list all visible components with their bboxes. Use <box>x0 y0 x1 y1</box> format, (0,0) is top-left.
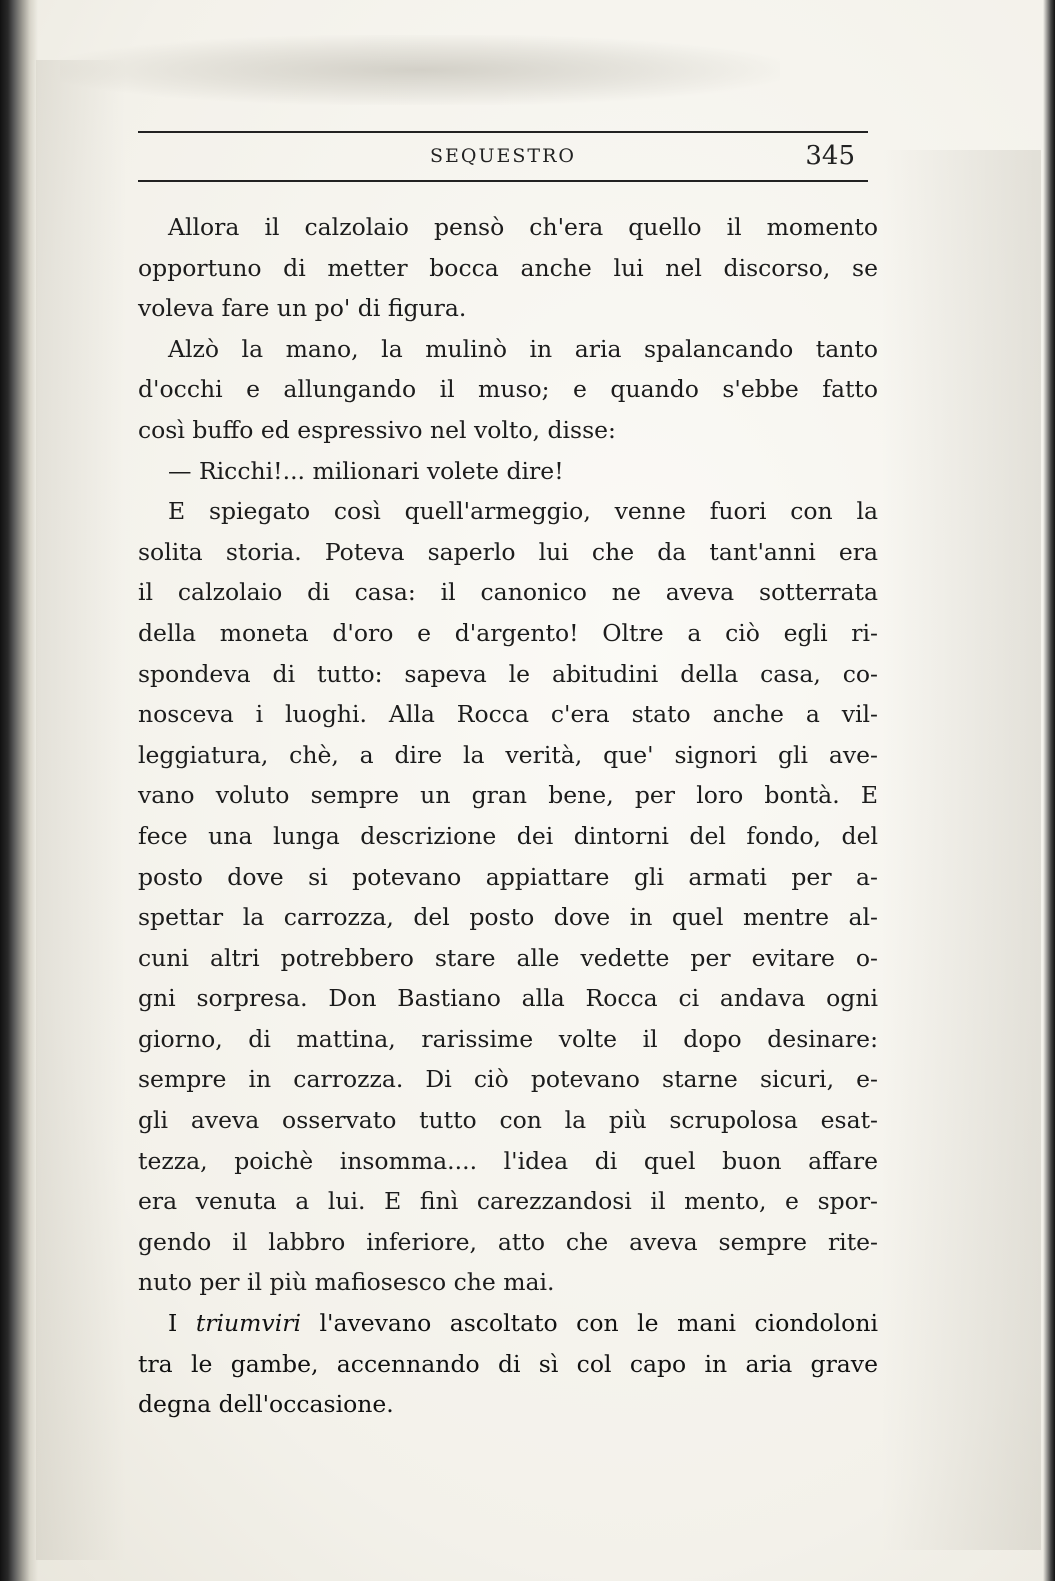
paragraph-initial: I <box>168 1309 178 1338</box>
text-line: leggiatura, chè, a dire la verità, que' signori gli ave- <box>138 740 878 769</box>
text-line: tezza, poichè insomma.... l'idea di quel buon affare <box>138 1146 878 1175</box>
text-line: fece una lunga descrizione dei dintorni del fondo, del <box>138 821 878 850</box>
text-line: sempre in carrozza. Di ciò potevano starne sicuri, e- <box>138 1065 878 1094</box>
paper-speckle-left <box>36 60 126 1560</box>
text-line: solita storia. Poteva saperlo lui che da tant'anni era <box>138 537 878 566</box>
text-line: — Ricchi!... milionari volete dire! <box>168 456 564 485</box>
text-line: così buffo ed espressivo nel volto, disse: <box>138 415 616 444</box>
page-edge-shadow <box>1043 0 1055 1581</box>
book-spine-shadow <box>0 0 38 1581</box>
text-line: nuto per il più mafiosesco che mai. <box>138 1268 555 1297</box>
text-line: Allora il calzolaio pensò ch'era quello il momento <box>168 213 878 241</box>
text-line: opportuno di metter bocca anche lui nel discorso, se <box>138 253 878 282</box>
header-rule-top <box>138 131 868 133</box>
text-line: gni sorpresa. Don Bastiano alla Rocca ci andava ogni <box>138 984 878 1013</box>
text-line: E spiegato così quell'armeggio, venne fuori con la <box>168 497 878 526</box>
text-line: voleva fare un po' di figura. <box>138 294 467 323</box>
text-line: della moneta d'oro e d'argento! Oltre a ciò egli ri- <box>138 618 878 647</box>
body-text <box>138 207 878 1425</box>
page-number: 345 <box>805 141 855 171</box>
text-line-triumviri <box>138 1303 878 1344</box>
text-line: era venuta a lui. E finì carezzandosi il mento, e spor- <box>138 1187 878 1216</box>
paper-speckle-right <box>881 150 1041 1550</box>
running-header: SEQUESTRO <box>430 145 576 167</box>
text-line: d'occhi e allungando il muso; e quando s'ebbe fatto <box>138 375 878 404</box>
text-line: gendo il labbro inferiore, atto che aveva sempre rite- <box>138 1227 878 1256</box>
text-line: nosceva i luoghi. Alla Rocca c'era stato anche a vil- <box>138 700 878 729</box>
text-line: cuni altri potrebbero stare alle vedette per evitare o- <box>138 943 878 972</box>
header-rule-bottom <box>138 180 868 182</box>
text-line: Alzò la mano, la mulinò in aria spalancando tanto <box>168 334 878 363</box>
text-line: vano voluto sempre un gran bene, per loro bontà. E <box>138 781 878 810</box>
text-line: giorno, di mattina, rarissime volte il dopo desinare: <box>138 1024 878 1053</box>
paper-stain <box>60 35 780 105</box>
text-line: spettar la carrozza, del posto dove in quel mentre al- <box>138 903 878 932</box>
text-line: tra le gambe, accennando di sì col capo in aria grave <box>138 1349 878 1378</box>
italic-word: triumviri <box>195 1309 301 1338</box>
text-line-remainder: l'avevano ascoltato con le mani ciondoloni <box>319 1309 878 1338</box>
text-line: posto dove si potevano appiattare gli armati per a- <box>138 862 878 891</box>
text-line: il calzolaio di casa: il canonico ne aveva sotterrata <box>138 578 878 607</box>
text-line: degna dell'occasione. <box>138 1390 394 1419</box>
text-line: gli aveva osservato tutto con la più scrupolosa esat- <box>138 1106 878 1135</box>
text-line: spondeva di tutto: sapeva le abitudini della casa, co- <box>138 659 878 688</box>
